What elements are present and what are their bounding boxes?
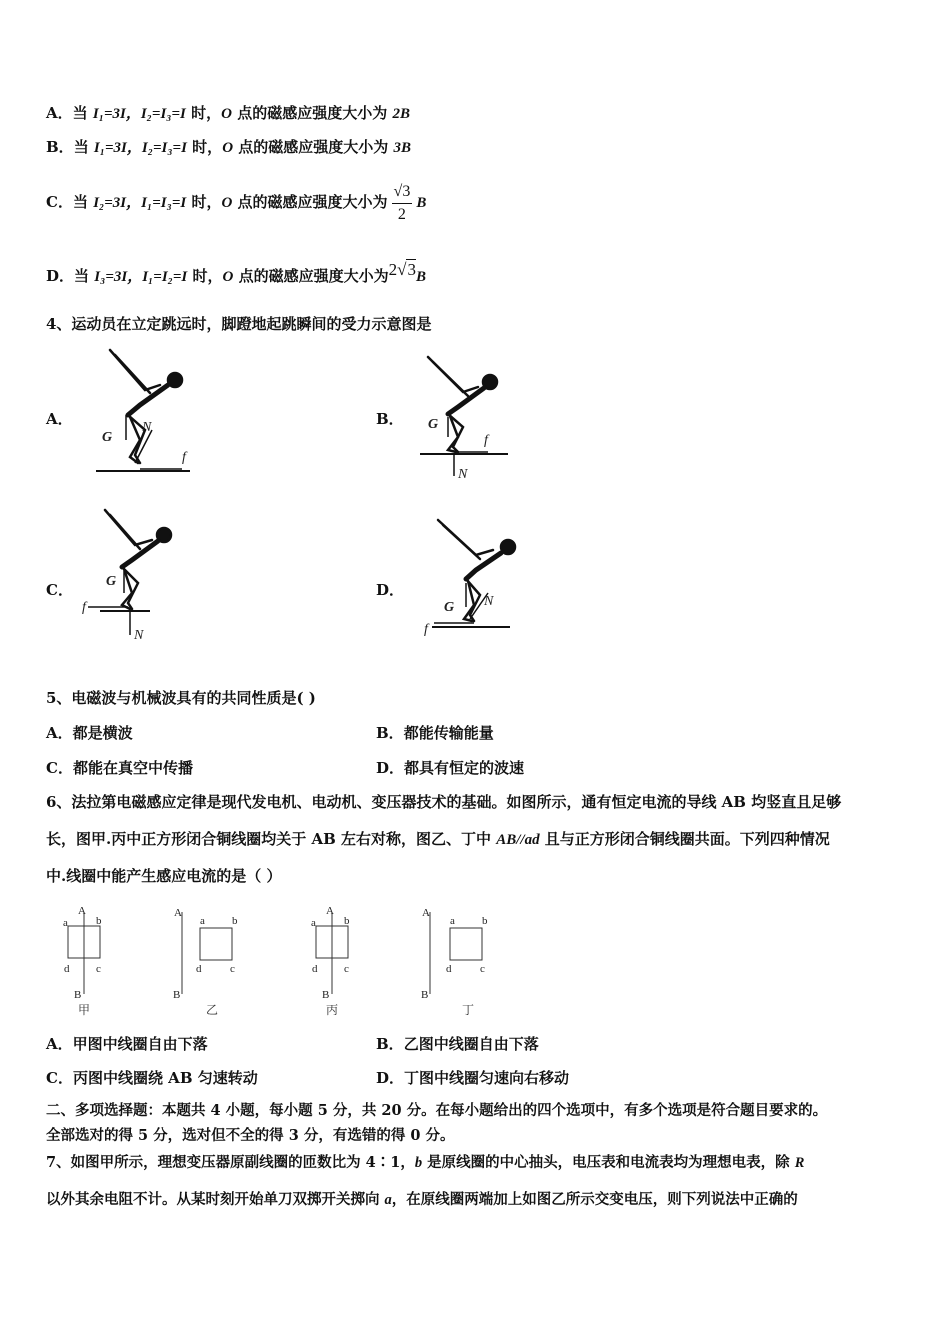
svg-text:c: c [480,963,485,975]
q6-figure-bing [310,906,360,1018]
force-label-f: f [484,433,488,448]
svg-text:A: A [326,905,334,917]
svg-text:a: a [63,917,68,929]
q3-option-b: B．当 I₁=3I，I₂=I₃=I 时，O 点的磁感应强度大小为 3B [46,138,411,156]
force-label-g: G [444,600,455,615]
q7-stem-line-2: 以外其余电阻不计。从某时刻开始单刀双掷开关掷向 a，在原线圈两端加上如图乙所示交变电压，则下列说法中正确的 [46,1191,798,1208]
q6-stem-line-2: 长，图甲.丙中正方形闭合铜线圈均关于 AB 左右对称，图乙、丁中 AB//ad 且与正方形闭合铜线圈共面。下列四种情况 [46,830,830,848]
q4-option-d-label: D． [376,581,405,599]
svg-text:b: b [232,915,238,927]
q5-option-c: C．都能在真空中传播 [46,759,193,777]
force-label-g: G [428,417,439,432]
svg-text:d: d [64,963,70,975]
fraction-sqrt3-over-2: $\frac{√3}{2}$ [392,181,413,226]
svg-text:a: a [450,915,455,927]
q5-option-d: D．都具有恒定的波速 [376,759,525,777]
q4-figure-a [90,345,200,480]
svg-text:A: A [174,907,182,919]
force-label-g: G [106,574,117,589]
svg-text:B: B [173,989,181,1001]
q4-option-a-label: A． [46,410,73,428]
svg-text:d: d [312,963,318,975]
svg-text:丙: 丙 [326,1003,339,1017]
q5-option-b: B．都能传输能量 [376,724,494,742]
two-sqrt3: 2√3 [388,260,416,279]
svg-text:a: a [311,917,316,929]
svg-text:A: A [422,907,430,919]
q6-stem-line-3: 中.线圈中能产生感应电流的是（ ） [46,867,282,885]
svg-text:a: a [200,915,205,927]
q6-figure-yi [172,906,242,1018]
svg-text:A: A [78,905,86,917]
q5-option-a: A．都是横波 [46,724,133,742]
q6-figure-ding [420,906,490,1018]
q6-option-c: C．丙图中线圈绕 AB 匀速转动 [46,1069,258,1087]
force-label-n: N [458,467,468,482]
q6-option-a: A．甲图中线圈自由下落 [46,1035,208,1053]
force-label-g: G [102,430,113,445]
q3-option-c: C．当 I₂=3I，I₁=I₃=I 时，O 点的磁感应强度大小为 $\frac{√3}{2}$ B [46,176,426,229]
svg-text:b: b [482,915,488,927]
q6-stem-line-1: 6、法拉第电磁感应定律是现代发电机、电动机、变压器技术的基础。如图所示，通有恒定电流的导线 AB 均竖直且足够 [46,793,842,811]
q4-figure-d [418,515,533,645]
force-label-f: f [82,600,86,615]
q6-option-d: D．丁图中线圈匀速向右移动 [376,1069,570,1087]
q3-option-d: D．当 I₃=3I，I₁=I₂=I 时，O 点的磁感应强度大小为2√3B [46,260,426,285]
force-label-n: N [134,628,144,643]
svg-text:B: B [322,989,330,1001]
force-label-n: N [484,594,494,609]
q4-figure-c [80,505,190,645]
svg-text:乙: 乙 [206,1003,219,1017]
force-label-f: f [182,450,186,465]
svg-text:B: B [421,989,429,1001]
svg-text:c: c [230,963,235,975]
force-label-f: f [424,622,428,637]
svg-text:甲: 甲 [78,1003,91,1017]
svg-text:B: B [74,989,82,1001]
q6-option-b: B．乙图中线圈自由下落 [376,1035,539,1053]
svg-text:b: b [96,915,102,927]
q4-option-c-label: C． [46,581,73,599]
svg-text:c: c [96,963,101,975]
section-2-heading-line-2: 全部选对的得 5 分，选对但不全的得 3 分，有选错的得 0 分。 [46,1127,455,1144]
q7-stem-line-1: 7、如图甲所示，理想变压器原副线圈的匝数比为 4∶1，b 是原线圈的中心抽头，电压表和电流表均为理想电表，除 R [46,1154,805,1171]
svg-text:丁: 丁 [462,1003,475,1017]
svg-text:d: d [446,963,452,975]
q4-figure-b [418,352,518,482]
section-2-heading-line-1: 二、多项选择题：本题共 4 小题，每小题 5 分，共 20 分。在每小题给出的四个选项中，有多个选项是符合题目要求的。 [46,1102,828,1119]
svg-text:b: b [344,915,350,927]
q6-figure-jia [62,906,112,1018]
force-label-n: N [142,420,152,435]
svg-text:c: c [344,963,349,975]
q3-option-a: A．当 I₁=3I，I₂=I₃=I 时，O 点的磁感应强度大小为 2B [46,104,410,122]
q4-option-b-label: B． [376,410,404,428]
svg-text:d: d [196,963,202,975]
q4-stem: 4、运动员在立定跳远时，脚蹬地起跳瞬间的受力示意图是 [46,315,432,333]
q5-stem: 5、电磁波与机械波具有的共同性质是( ) [46,689,316,707]
